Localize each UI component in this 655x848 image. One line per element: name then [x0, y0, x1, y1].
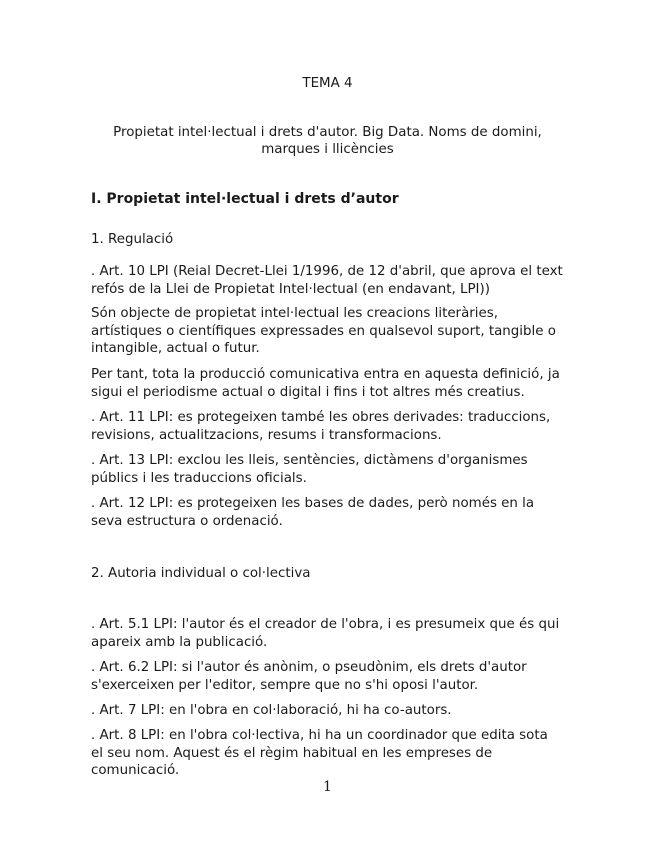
subtitle-line-1: Propietat intel·lectual i drets d'autor. Big Data. Noms de domini,: [113, 125, 542, 140]
document-subtitle: [100, 124, 555, 158]
paragraph-art12: . Art. 12 LPI: es protegeixen les bases de dades, però només en la seva estructura o ordenació.: [91, 496, 535, 529]
page-number: 1: [323, 779, 332, 795]
paragraph-art13: . Art. 13 LPI: exclou les lleis, sentències, dictàmens d'organismes públics i les traduccions oficials.: [91, 453, 528, 486]
paragraph-per-tant: Per tant, tota la producció comunicativa entra en aquesta definició, ja sigui el periodisme actual o digital i fins i tot altres més creatius.: [91, 367, 560, 400]
paragraph-art10: . Art. 10 LPI (Reial Decret-Llei 1/1996, de 12 d'abril, que aprova el text refós de la Llei de Propietat Intel·lectual (en endavant, LPI)): [91, 264, 563, 297]
paragraph-objecte: Són objecte de propietat intel·lectual les creacions literàries, artístiques o científiques expressades en qualsevol suport, tangible o intangible, actual o futur.: [91, 306, 556, 357]
section-heading: I. Propietat intel·lectual i drets d’autor: [91, 191, 399, 207]
paragraph-art11: . Art. 11 LPI: es protegeixen també les obres derivades: traduccions, revisions, actualitzacions, resums i transformacions.: [91, 410, 551, 443]
subsection-heading-regulacio: 1. Regulació: [91, 232, 174, 247]
paragraph-art6-2: . Art. 6.2 LPI: si l'autor és anònim, o pseudònim, els drets d'autor s'exerceixen per l'editor, sempre que no s'hi oposi l'autor.: [91, 660, 527, 693]
paragraph-art8: . Art. 8 LPI: en l'obra col·lectiva, hi ha un coordinador que edita sota el seu nom. Aquest és el règim habitual en les empreses de comunicació.: [91, 728, 548, 779]
paragraph-art5-1: . Art. 5.1 LPI: l'autor és el creador de l'obra, i es presumeix que és qui apareix amb la publicació.: [91, 617, 560, 650]
subtitle-line-2: marques i llicències: [261, 142, 394, 157]
topic-title: TEMA 4: [302, 76, 353, 91]
subsection-heading-autoria: 2. Autoria individual o col·lectiva: [91, 566, 311, 581]
paragraph-art7: . Art. 7 LPI: en l'obra en col·laboració, hi ha co-autors.: [91, 703, 452, 718]
